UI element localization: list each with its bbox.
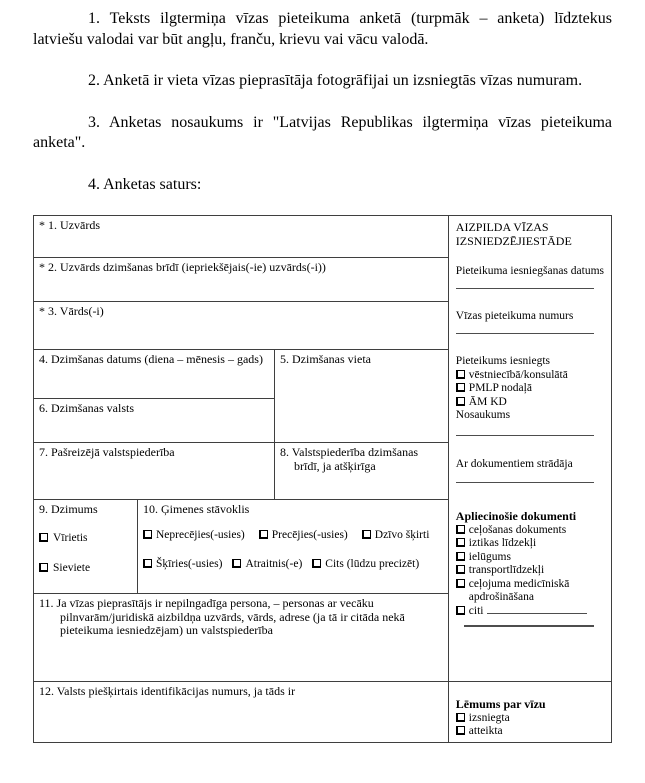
row-citizenship	[34, 443, 448, 500]
checkbox-icon	[456, 713, 465, 722]
marital-option-widowed	[232, 558, 302, 572]
marital-option-divorced	[143, 558, 222, 572]
application-number-label: Vīzas pieteikuma numurs	[455, 310, 574, 322]
paragraph-3: 3. Anketas nosaukums ir "Latvijas Republikas ilgtermiņa vīzas pieteikuma anketa".	[33, 113, 612, 151]
marital-options-row-1	[143, 529, 443, 543]
document-option-vehicle	[456, 564, 604, 578]
checkbox-icon	[456, 397, 465, 406]
official-use-column	[449, 216, 611, 742]
gender-option-male	[39, 532, 132, 546]
checkbox-label: Atraitnis(-e)	[245, 558, 303, 570]
checkbox-label: citi	[468, 604, 484, 617]
decision-option-refused	[456, 725, 604, 739]
visa-application-form-table	[33, 215, 612, 743]
field-birth-citizenship	[275, 443, 448, 499]
checkbox-label: atteikta	[468, 725, 503, 737]
gender-option-female	[39, 562, 132, 576]
checkbox-label: Sieviete	[53, 562, 91, 574]
applicant-fields-column	[34, 216, 449, 742]
submitted-option-embassy	[456, 369, 604, 383]
fill-in-line	[464, 625, 594, 627]
field-birth-place	[275, 350, 448, 442]
document-handler-label: Ar dokumentiem strādāja	[455, 458, 573, 470]
fill-in-line	[487, 605, 587, 614]
field-given-names-label: * 3. Vārds(-i)	[39, 304, 104, 318]
field-id-number	[34, 682, 448, 742]
row-birth-data	[34, 350, 448, 443]
checkbox-label: PMLP nodaļā	[468, 382, 532, 394]
marital-option-married	[259, 529, 348, 543]
checkbox-icon	[456, 552, 465, 561]
submitted-at-label: Pieteikums iesniegts	[455, 355, 551, 367]
fill-in-line	[456, 288, 594, 290]
marital-option-single	[143, 529, 245, 543]
marital-option-other	[312, 558, 419, 572]
checkbox-label: ceļošanas dokuments	[468, 523, 567, 536]
checkbox-icon	[456, 538, 465, 547]
checkbox-label: ceļojuma medicīniskā apdrošināšana	[468, 577, 570, 603]
field-birth-citizenship-label: 8. Valstspiederība dzimšanas brīdī, ja atšķirīga	[280, 445, 419, 473]
checkbox-label: Vīrietis	[53, 531, 88, 544]
checkbox-label: vēstniecībā/konsulātā	[468, 368, 568, 381]
gender-label: 9. Dzimums	[39, 502, 98, 516]
row-gender-marital	[34, 500, 448, 594]
supporting-documents-title: Apliecinošie dokumenti	[455, 509, 577, 523]
checkbox-label: ielūgums	[468, 550, 511, 563]
official-use-header: AIZPILDA VĪZAS IZSNIEDZĒJIESTĀDE	[455, 220, 572, 248]
field-id-number-label: 12. Valsts piešķirtais identifikācijas numurs, ja tāds ir	[39, 684, 296, 698]
birth-date-country-subcolumn	[34, 350, 275, 442]
field-birth-surname-label: * 2. Uzvārds dzimšanas brīdī (iepriekšējais(-ie) uzvārds(-i))	[39, 260, 326, 274]
checkbox-label: transportlīdzekļi	[468, 564, 545, 576]
submitted-option-amkd	[456, 396, 604, 410]
checkbox-icon	[143, 530, 152, 539]
visa-decision-title: Lēmums par vīzu	[455, 697, 546, 711]
field-current-citizenship-label: 7. Pašreizējā valstspiederība	[39, 445, 175, 459]
checkbox-icon	[39, 533, 48, 542]
checkbox-icon	[312, 559, 321, 568]
official-use-cell	[449, 216, 611, 682]
checkbox-icon	[39, 563, 48, 572]
marital-status-label: 10. Ģimenes stāvoklis	[143, 502, 250, 516]
document-option-travel-document	[456, 524, 604, 538]
checkbox-label: izsniegta	[468, 711, 510, 724]
checkbox-icon	[259, 530, 268, 539]
fill-in-line	[456, 435, 594, 437]
document-option-invitation	[456, 551, 604, 565]
field-minor-guardian-label: 11. Ja vīzas pieprasītājs ir nepilngadīga persona, – personas ar vecāku pilnvarām/juridiskā aizbildņa uzvārds, vārds, adrese (ja tā ir citāda nekā pieteikuma iesniedzējam) un valstspiederība	[39, 596, 405, 637]
submission-date-label: Pieteikuma iesniegšanas datums	[455, 265, 604, 277]
checkbox-label: Dzīvo šķirti	[374, 528, 430, 541]
checkbox-icon	[362, 530, 371, 539]
document-option-medical-insurance	[456, 578, 604, 605]
checkbox-icon	[143, 559, 152, 568]
paragraph-2: 2. Anketā ir vieta vīzas pieprasītāja fotogrāfijai un izsniegtās vīzas numuram.	[88, 72, 583, 89]
fill-in-line	[456, 482, 594, 484]
marital-options-row-2	[143, 558, 443, 572]
paragraph-4: 4. Anketas saturs:	[88, 175, 202, 193]
field-birth-date	[34, 350, 274, 399]
checkbox-icon	[456, 370, 465, 379]
checkbox-icon	[456, 565, 465, 574]
fill-in-line	[456, 333, 594, 335]
decision-option-issued	[456, 712, 604, 726]
document-option-means-of-subsistence	[456, 537, 604, 551]
field-gender	[34, 500, 138, 593]
submitted-option-pmlp	[456, 382, 604, 396]
checkbox-label: Cits (lūdzu precizēt)	[325, 558, 420, 570]
checkbox-icon	[456, 383, 465, 392]
paragraph-1: 1. Teksts ilgtermiņa vīzas pieteikuma anketā (turpmāk – anketa) līdztekus latviešu valodai var būt angļu, franču, krievu vai vācu valodā.	[33, 10, 612, 48]
checkbox-label: Šķīries(-usies)	[156, 558, 223, 570]
institution-name-label: Nosaukums	[455, 409, 511, 421]
field-birth-place-label: 5. Dzimšanas vieta	[280, 352, 371, 366]
checkbox-label: Neprecējies(-usies)	[156, 528, 245, 541]
field-current-citizenship	[34, 443, 275, 499]
field-birth-surname	[34, 258, 448, 302]
marital-option-separated	[362, 529, 430, 543]
checkbox-icon	[456, 525, 465, 534]
field-given-names	[34, 302, 448, 350]
checkbox-label: Precējies(-usies)	[271, 528, 348, 541]
checkbox-icon	[456, 726, 465, 735]
checkbox-icon	[456, 606, 465, 615]
checkbox-icon	[456, 579, 465, 588]
field-minor-guardian	[34, 594, 448, 682]
document-option-other	[456, 605, 604, 619]
field-birth-date-label: 4. Dzimšanas datums (diena – mēnesis – gads)	[39, 352, 263, 366]
field-birth-country	[34, 399, 274, 442]
intro-text	[0, 0, 645, 195]
checkbox-label: iztikas līdzekļi	[468, 537, 537, 549]
checkbox-label: ĀM KD	[468, 395, 507, 408]
visa-decision-cell	[449, 682, 611, 742]
field-surname-label: * 1. Uzvārds	[39, 218, 100, 232]
field-marital-status	[138, 500, 448, 593]
field-birth-country-label: 6. Dzimšanas valsts	[39, 401, 134, 415]
field-surname	[34, 216, 448, 258]
checkbox-icon	[232, 559, 241, 568]
